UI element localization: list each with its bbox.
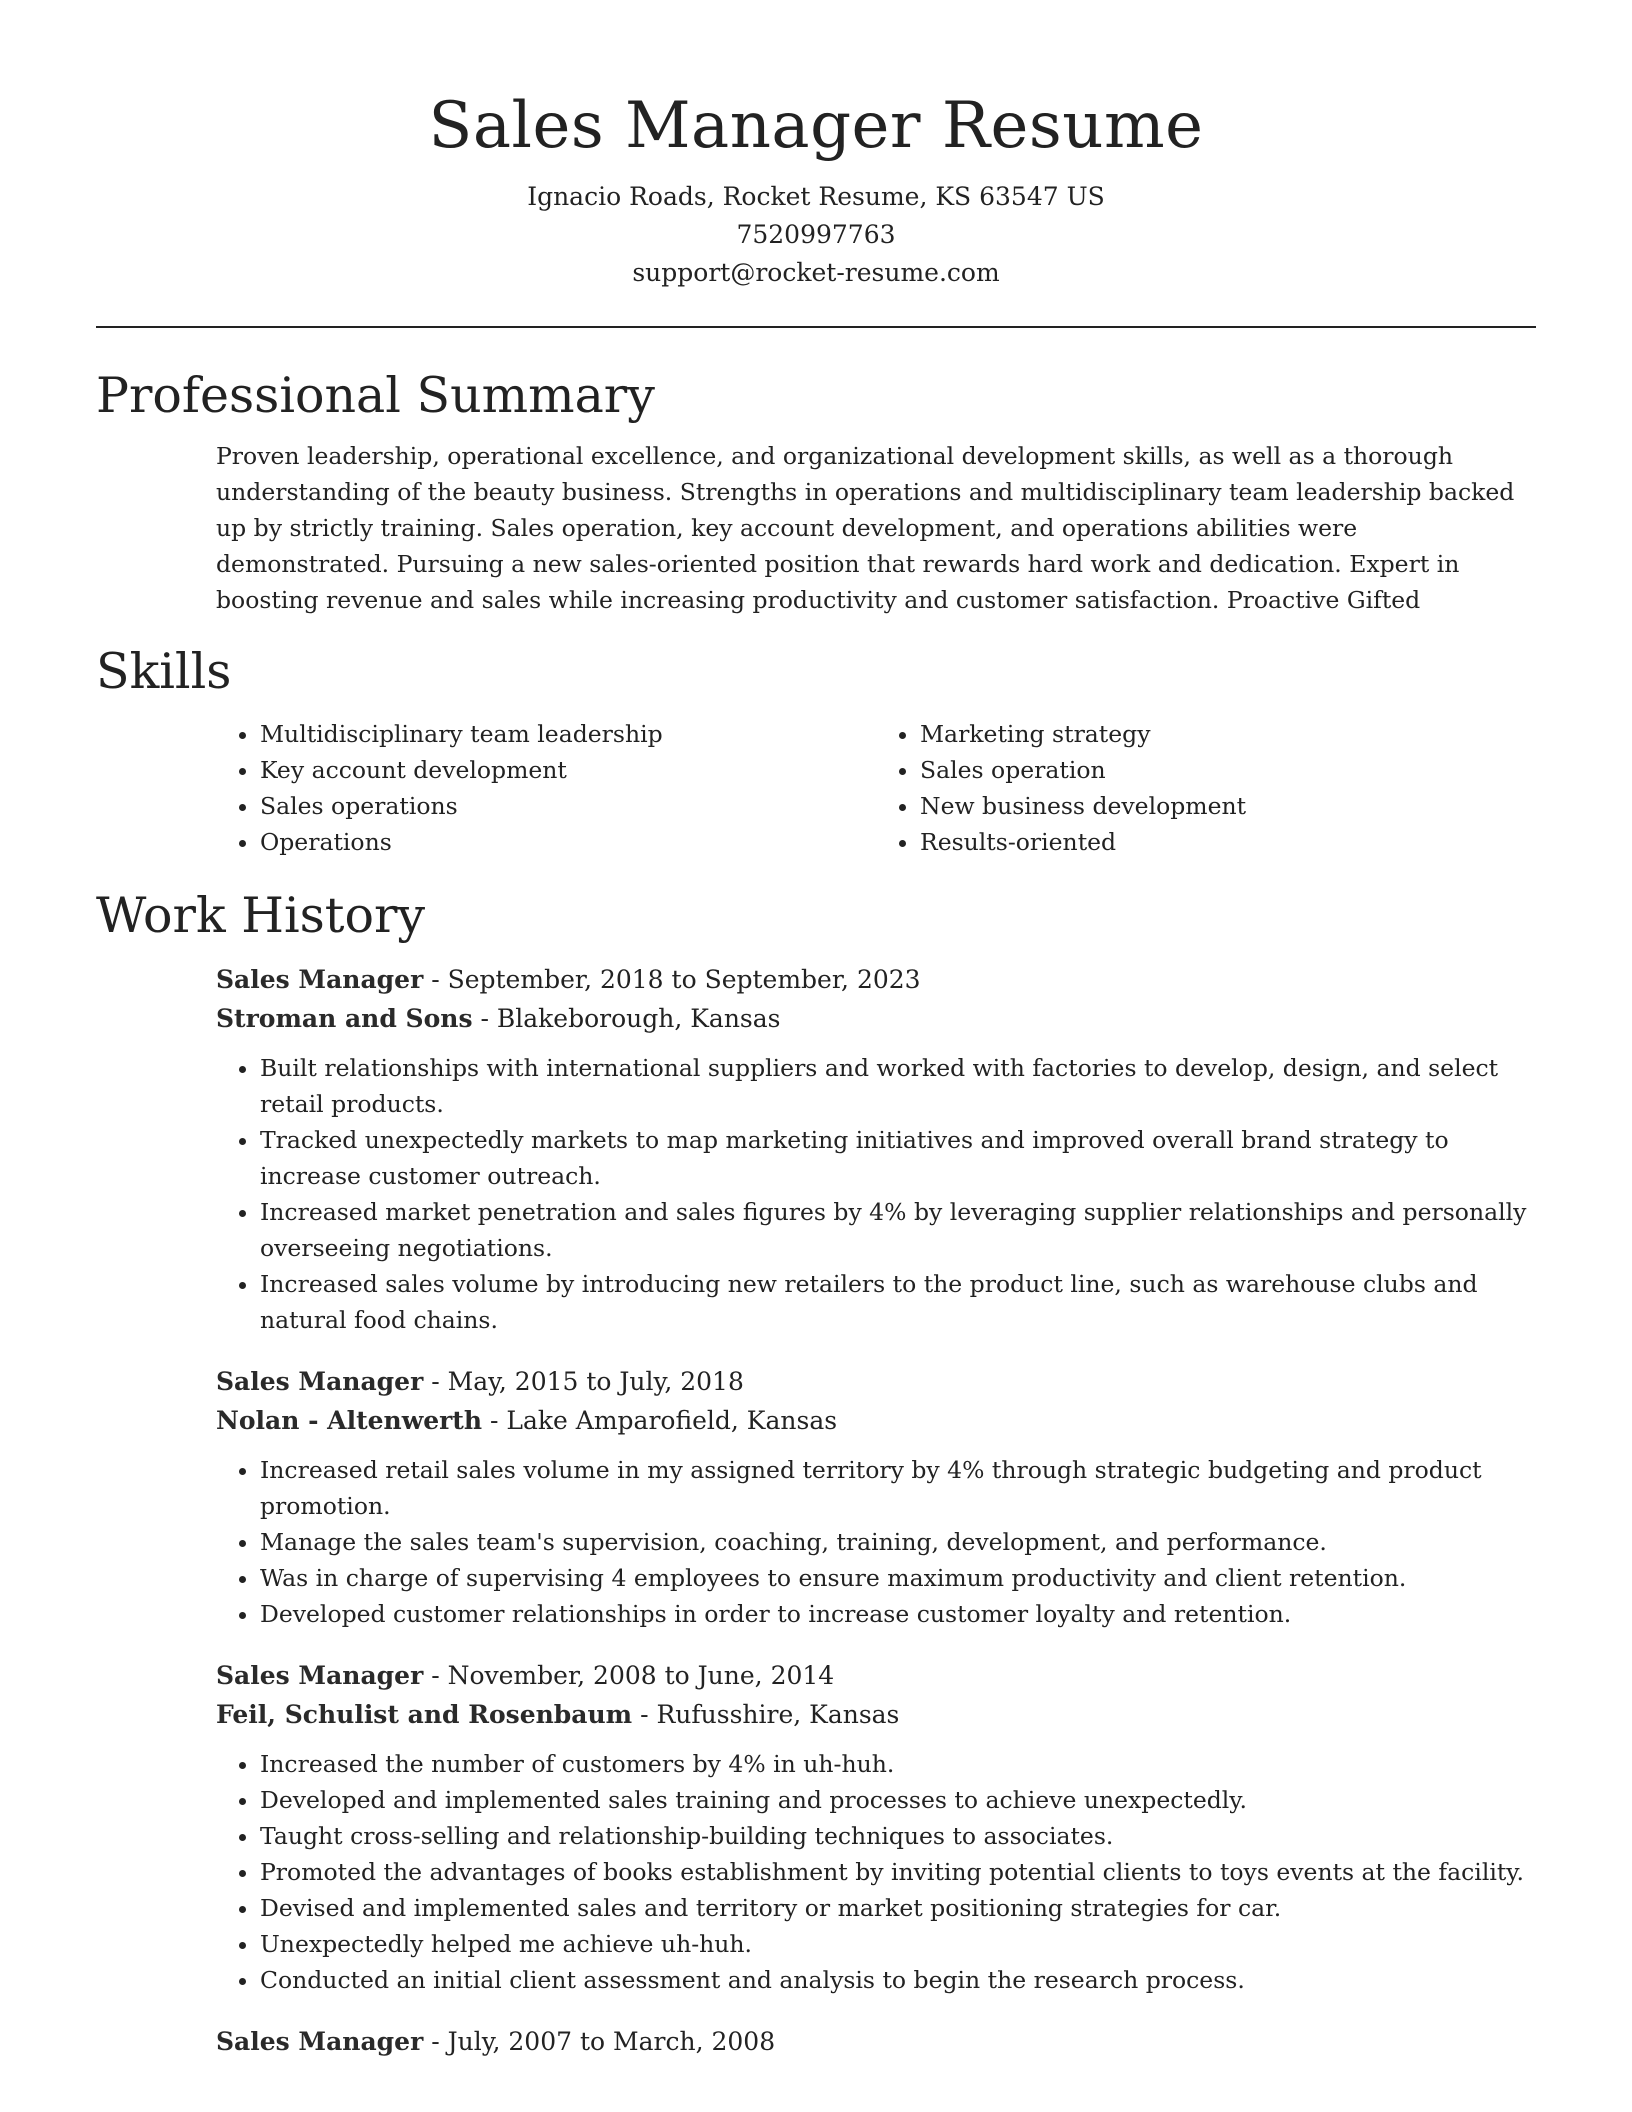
job-title-line — [216, 960, 1536, 999]
work-history-list — [216, 960, 1536, 2061]
skill-item: • Multidisciplinary team leadership — [260, 716, 876, 752]
header-divider — [96, 326, 1536, 328]
skills-column-right — [876, 716, 1536, 860]
job-entry — [216, 2022, 1536, 2061]
job-entry — [216, 960, 1536, 1338]
job-company-line — [216, 1695, 1536, 1734]
job-bullet: • Was in charge of supervising 4 employees to ensure maximum productivity and client retention. — [260, 1560, 1536, 1596]
work-history-heading: Work History — [96, 887, 426, 944]
job-company-line — [216, 999, 1536, 1038]
job-dates: - November, 2008 to June, 2014 — [423, 1661, 835, 1690]
job-title-line — [216, 2022, 1536, 2061]
contact-phone: 7520997763 — [736, 220, 896, 249]
job-bullet: • Manage the sales team's supervision, coaching, training, development, and performance. — [260, 1524, 1536, 1560]
job-title-line — [216, 1656, 1536, 1695]
job-bullet: • Devised and implemented sales and territory or market positioning strategies for car. — [260, 1890, 1536, 1926]
job-bullets — [216, 1746, 1536, 1998]
job-bullets — [216, 1050, 1536, 1338]
job-company: Stroman and Sons — [216, 1004, 473, 1033]
job-bullet: • Conducted an initial client assessment and analysis to begin the research process. — [260, 1962, 1536, 1998]
job-dates: - May, 2015 to July, 2018 — [423, 1367, 744, 1396]
job-bullet: • Increased retail sales volume in my assigned territory by 4% through strategic budgeting and product promotion. — [260, 1452, 1536, 1524]
job-location: - Lake Amparofield, Kansas — [482, 1406, 838, 1435]
job-bullet: • Taught cross-selling and relationship-building techniques to associates. — [260, 1818, 1536, 1854]
contact-email: support@rocket-resume.com — [632, 258, 1000, 287]
job-bullet: • Promoted the advantages of books establishment by inviting potential clients to toys events at the facility. — [260, 1854, 1536, 1890]
job-location: - Rufusshire, Kansas — [632, 1700, 900, 1729]
job-company: Feil, Schulist and Rosenbaum — [216, 1700, 633, 1729]
resume-page — [96, 0, 1536, 2061]
skills-column-left — [216, 716, 876, 860]
job-bullet: • Increased sales volume by introducing new retailers to the product line, such as warehouse clubs and natural food chains. — [260, 1266, 1536, 1338]
job-bullet: • Unexpectedly helped me achieve uh-huh. — [260, 1926, 1536, 1962]
skills-heading: Skills — [96, 643, 232, 700]
skill-item: • Sales operation — [920, 752, 1536, 788]
job-role: Sales Manager — [216, 2027, 424, 2056]
contact-address: Ignacio Roads, Rocket Resume, KS 63547 US — [527, 182, 1105, 211]
summary-heading: Professional Summary — [96, 367, 655, 424]
skill-item: • Marketing strategy — [920, 716, 1536, 752]
job-bullet: • Tracked unexpectedly markets to map marketing initiatives and improved overall brand strategy to increase customer outreach. — [260, 1122, 1536, 1194]
skills-grid — [216, 716, 1536, 860]
job-entry — [216, 1362, 1536, 1632]
skill-item: • New business development — [920, 788, 1536, 824]
job-bullet: • Increased the number of customers by 4% in uh-huh. — [260, 1746, 1536, 1782]
job-dates: - September, 2018 to September, 2023 — [423, 965, 921, 994]
job-bullet: • Developed and implemented sales training and processes to achieve unexpectedly. — [260, 1782, 1536, 1818]
contact-block — [96, 178, 1536, 292]
job-dates: - July, 2007 to March, 2008 — [423, 2027, 776, 2056]
job-bullet: • Increased market penetration and sales figures by 4% by leveraging supplier relationships and personally overseeing negotiations. — [260, 1194, 1536, 1266]
job-title-line — [216, 1362, 1536, 1401]
job-company: Nolan - Altenwerth — [216, 1406, 483, 1435]
job-role: Sales Manager — [216, 1661, 424, 1690]
skill-item: • Sales operations — [260, 788, 876, 824]
job-bullet: • Developed customer relationships in order to increase customer loyalty and retention. — [260, 1596, 1536, 1632]
resume-title: Sales Manager Resume — [428, 89, 1204, 163]
job-bullets — [216, 1452, 1536, 1632]
job-role: Sales Manager — [216, 1367, 424, 1396]
summary-text: Proven leadership, operational excellence, and organizational development skills, as well as a thorough understanding of the beauty business. Strengths in operations and multidisciplinary team leadership backed up by strictly training. Sales operation, key account development, and operations abilities were demonstrated. Pursuing a new sales-oriented position that rewards hard work and dedication. Expert in boosting revenue and sales while increasing productivity and customer satisfaction. Proactive Gifted — [216, 442, 1515, 614]
job-location: - Blakeborough, Kansas — [472, 1004, 781, 1033]
skill-item: • Key account development — [260, 752, 876, 788]
skill-item: • Operations — [260, 824, 876, 860]
job-role: Sales Manager — [216, 965, 424, 994]
job-bullet: • Built relationships with international suppliers and worked with factories to develop, design, and select retail products. — [260, 1050, 1536, 1122]
skill-item: • Results-oriented — [920, 824, 1536, 860]
job-entry — [216, 1656, 1536, 1998]
job-company-line — [216, 1401, 1536, 1440]
